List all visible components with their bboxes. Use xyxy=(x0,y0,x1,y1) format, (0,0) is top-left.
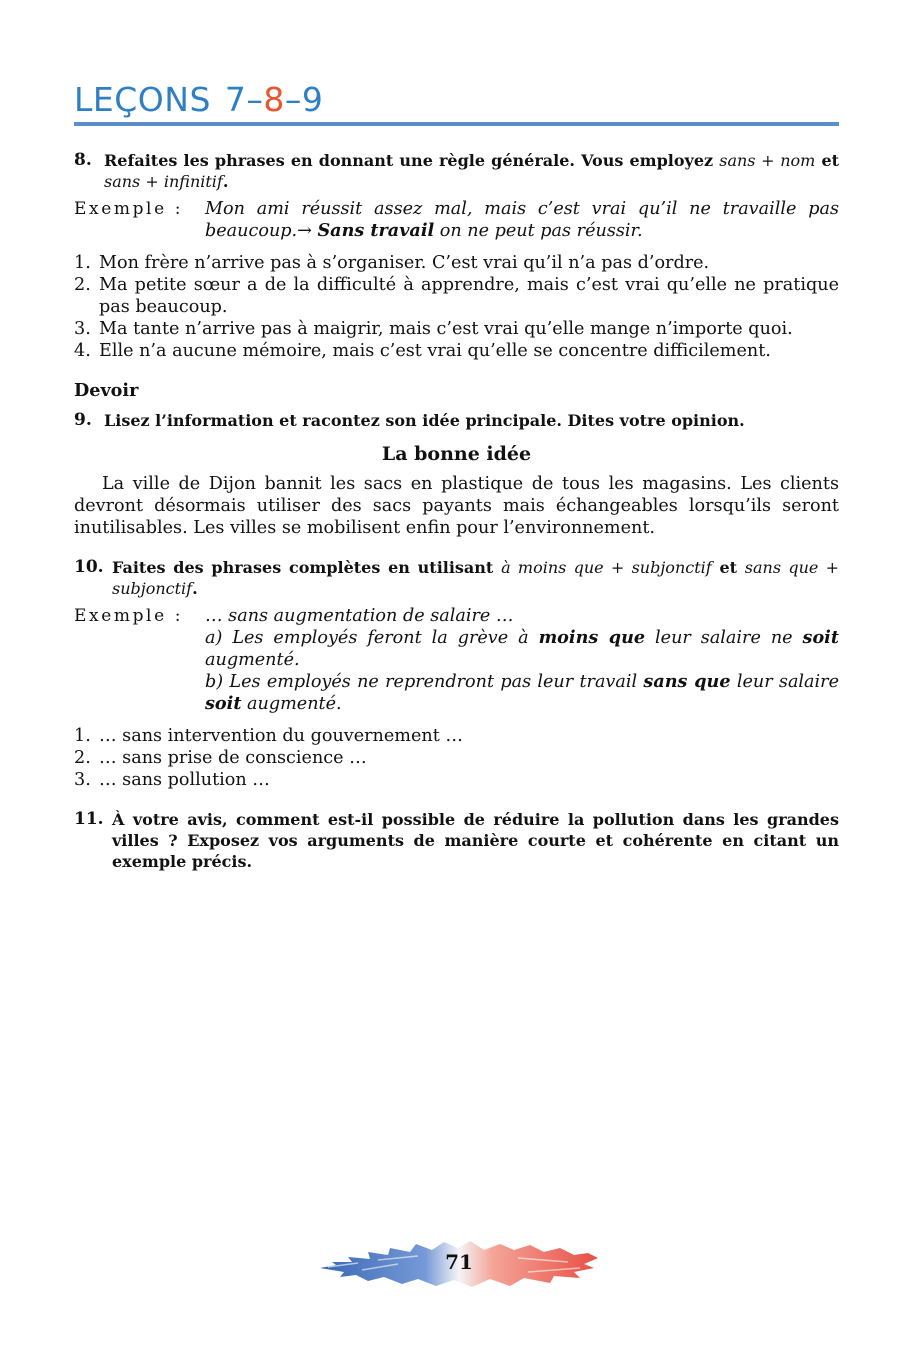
item-text: Ma tante n’arrive pas à maigrir, mais c’est vrai qu’elle mange n’importe quoi. xyxy=(99,319,793,339)
instr-text: Faites des phrases complètes en utilisant xyxy=(112,558,502,577)
item-text: … sans prise de conscience … xyxy=(99,748,367,768)
example-text: leur salaire ne xyxy=(645,628,803,648)
example-line: … sans augmentation de salaire … xyxy=(205,606,514,626)
example-bold: Sans travail xyxy=(317,220,435,241)
exercise-text: À votre avis, comment est-il possible de réduire la pollution dans les grandes villes ? Exposez vos arguments de manière courte et cohérente en citant un exemple précis. xyxy=(112,810,839,871)
exercise-number: 9. xyxy=(74,410,92,430)
page-footer xyxy=(318,1238,600,1288)
example-line-a xyxy=(205,627,839,671)
list-item xyxy=(74,747,839,769)
example-bold: moins que xyxy=(538,627,646,648)
item-text: … sans pollution … xyxy=(99,770,270,790)
example-bold: sans que xyxy=(643,671,731,692)
exercise-text xyxy=(104,150,839,192)
example-bold: soit xyxy=(205,693,242,714)
page-number: 71 xyxy=(445,1250,473,1274)
instr-text: et xyxy=(711,558,745,577)
item-number: 1. xyxy=(74,253,91,273)
item-number: 2. xyxy=(74,275,91,295)
list-item xyxy=(74,769,839,791)
example-text: on ne peut pas réussir. xyxy=(434,221,643,241)
exercise-text: Lisez l’information et racontez son idée principale. Dites votre opinion. xyxy=(104,411,745,430)
instr-italic: à moins que + subjonctif xyxy=(501,558,712,577)
list-item xyxy=(74,340,839,362)
lesson-number-a: 7– xyxy=(224,80,264,119)
example-text: augmenté. xyxy=(205,650,300,670)
item-number: 3. xyxy=(74,319,91,339)
lesson-number-current: 8 xyxy=(263,80,285,119)
list-item xyxy=(74,318,839,340)
section-heading-devoir: Devoir xyxy=(74,380,139,401)
list-item xyxy=(74,252,839,274)
story-paragraph: La ville de Dijon bannit les sacs en plastique de tous les magasins. Les clients devront désormais utiliser des sacs payants mais échangeables lorsqu’ils seront inutilisables. Les villes se mobilisent enfin pour l’environnement. xyxy=(74,474,839,538)
exercise-10-items xyxy=(74,725,839,791)
example-label: Exemple : xyxy=(74,606,184,626)
instr-text: . xyxy=(222,172,229,191)
item-text: Ma petite sœur a de la difficulté à apprendre, mais c’est vrai qu’elle ne pratique pas beaucoup. xyxy=(99,275,839,317)
item-number: 4. xyxy=(74,341,91,361)
exercise-number: 10. xyxy=(74,557,104,577)
item-number: 3. xyxy=(74,770,91,790)
exercise-number: 11. xyxy=(74,809,104,829)
example-line-b xyxy=(205,671,839,715)
instr-italic: sans que + subjonctif xyxy=(112,558,840,598)
lesson-title xyxy=(74,80,323,119)
exercise-text xyxy=(112,557,839,599)
example-bold: soit xyxy=(802,627,839,648)
page-content xyxy=(74,150,839,878)
exercise-11-instruction xyxy=(74,809,839,872)
exercise-10-instruction xyxy=(74,557,839,599)
example-text: a) Les employés feront la grève à xyxy=(205,628,539,648)
lesson-number-c: –9 xyxy=(284,80,324,119)
instr-text: Refaites les phrases en donnant une règle générale. Vous employez xyxy=(104,151,720,170)
exercise-8-items xyxy=(74,252,839,362)
example-body xyxy=(205,198,839,242)
exercise-8-instruction xyxy=(74,150,839,192)
exercise-number: 8. xyxy=(74,150,92,170)
exercise-10-example xyxy=(74,605,839,715)
list-item xyxy=(74,725,839,747)
example-text: Mon ami réussit assez mal, mais c’est vrai qu’il ne travaille pas beaucoup.→ xyxy=(205,199,839,241)
instr-italic: sans + nom xyxy=(719,151,816,170)
instr-text: . xyxy=(192,579,198,598)
example-text: leur salaire xyxy=(730,672,839,692)
story-title: La bonne idée xyxy=(381,443,532,465)
instr-text: et xyxy=(815,151,840,170)
example-body xyxy=(205,605,839,715)
example-label: Exemple : xyxy=(74,199,184,219)
lesson-numbers xyxy=(225,80,324,119)
exercise-8-example xyxy=(74,198,839,242)
item-text: Elle n’a aucune mémoire, mais c’est vrai qu’elle se concentre difficilement. xyxy=(99,341,771,361)
item-number: 2. xyxy=(74,748,91,768)
list-item xyxy=(74,274,839,318)
item-text: Mon frère n’arrive pas à s’organiser. C’est vrai qu’il n’a pas d’ordre. xyxy=(99,253,710,273)
instr-italic: sans + infinitif xyxy=(104,172,223,191)
example-text: b) Les employés ne reprendront pas leur travail xyxy=(205,672,644,692)
item-text: … sans intervention du gouvernement … xyxy=(99,726,463,746)
example-text: augmenté. xyxy=(241,694,342,714)
lesson-word: LEÇONS xyxy=(74,80,211,119)
header-rule xyxy=(74,122,839,126)
exercise-9-instruction xyxy=(74,410,839,431)
item-number: 1. xyxy=(74,726,91,746)
